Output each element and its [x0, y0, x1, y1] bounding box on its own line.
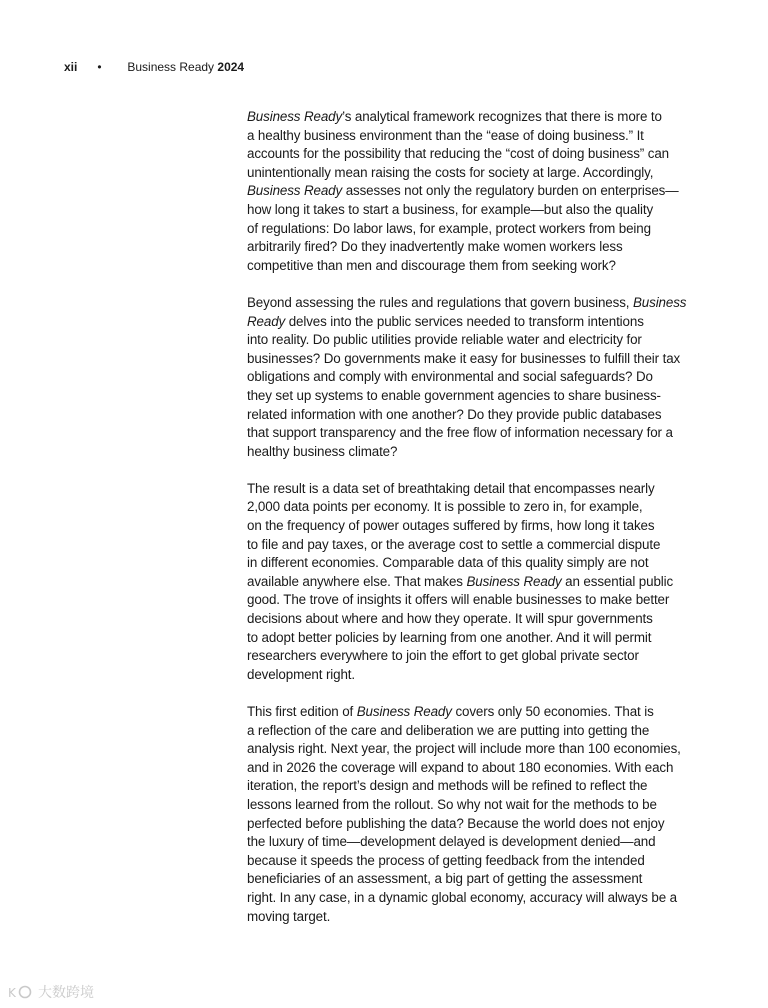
text-line [247, 220, 687, 239]
text-run: ’s analytical framework recognizes that there is more to [342, 109, 662, 124]
text-run: the luxury of time—development delayed is development denied—and [247, 834, 656, 850]
text-line [247, 387, 687, 406]
text-run: moving target. [247, 908, 331, 924]
text-run: 2,000 data points per economy. It is possible to zero in, for example, [247, 499, 643, 515]
text-line [247, 201, 687, 220]
paragraph [247, 703, 687, 926]
text-line [247, 722, 687, 741]
text-line [247, 889, 687, 908]
text-run: right. In any case, in a dynamic global economy, accuracy will always be a [247, 889, 677, 905]
text-line [247, 164, 687, 183]
text-line [247, 815, 687, 834]
text-run: in different economies. Comparable data of this quality simply are not [247, 555, 649, 571]
text-run: and in 2026 the coverage will expand to about 180 economies. With each [247, 759, 674, 775]
svg-text:K: K [8, 986, 16, 1000]
text-line [247, 368, 687, 387]
text-line [247, 443, 687, 462]
text-line [247, 331, 687, 350]
text-line [247, 517, 687, 536]
text-run: The result is a data set of breathtaking detail that encompasses nearly [247, 480, 655, 496]
text-run: on the frequency of power outages suffered by firms, how long it takes [247, 518, 655, 534]
text-run: good. The trove of insights it offers will enable businesses to make better [247, 592, 670, 608]
text-run: iteration, the report’s design and methods will be refined to reflect the [247, 778, 648, 794]
text-line [247, 870, 687, 889]
text-run: lessons learned from the rollout. So why not wait for the methods to be [247, 796, 657, 812]
text-run: how long it takes to start a business, for example—but also the quality [247, 201, 654, 217]
text-run: related information with one another? Do they provide public databases [247, 406, 662, 422]
text-line [247, 182, 687, 201]
text-line [247, 127, 687, 146]
text-run: covers only 50 economies. That is [451, 704, 654, 719]
italic-title-run: Business Ready [356, 704, 452, 719]
text-run: Beyond assessing the rules and regulations that govern business, [247, 294, 633, 310]
text-line [247, 591, 687, 610]
text-line [247, 238, 687, 257]
italic-title-run: Ready [247, 313, 286, 329]
text-line [247, 108, 687, 127]
text-run: arbitrarily fired? Do they inadvertently make women workers less [247, 239, 623, 255]
text-line [247, 777, 687, 796]
text-line [247, 313, 687, 332]
book-year: 2024 [217, 60, 245, 74]
text-run: obligations and comply with environmental and social safeguards? Do [247, 369, 653, 385]
paragraph [247, 480, 687, 685]
watermark-text: 大数跨境 [38, 984, 94, 1000]
text-line [247, 852, 687, 871]
watermark [8, 984, 94, 1000]
text-line [247, 145, 687, 164]
text-run: into reality. Do public utilities provide reliable water and electricity for [247, 332, 642, 348]
text-line [247, 480, 687, 499]
text-run: delves into the public services needed to transform intentions [285, 313, 644, 329]
text-line [247, 666, 687, 685]
header-bullet: • [97, 60, 102, 74]
page-number: xii [64, 60, 78, 74]
text-run: of regulations: Do labor laws, for example, protect workers from being [247, 220, 651, 236]
text-run: competitive than men and discourage them from seeking work? [247, 257, 616, 273]
paragraph [247, 294, 687, 461]
text-line [247, 610, 687, 629]
text-run: to file and pay taxes, or the average cost to settle a commercial dispute [247, 536, 661, 552]
text-run: researchers everywhere to join the effort to get global private sector [247, 648, 639, 664]
italic-title-run: Business Ready [247, 183, 343, 199]
text-line [247, 759, 687, 778]
text-run: that support transparency and the free flow of information necessary for a [247, 425, 673, 441]
text-run: healthy business climate? [247, 443, 398, 459]
text-line [247, 908, 687, 927]
book-title: Business Ready [127, 60, 215, 74]
text-run: an essential public [561, 573, 674, 589]
italic-title-run: Business Ready [466, 573, 562, 589]
text-run: unintentionally mean raising the costs for society at large. Accordingly, [247, 164, 654, 180]
text-line [247, 833, 687, 852]
text-line [247, 740, 687, 759]
text-line [247, 573, 687, 592]
text-line [247, 536, 687, 555]
text-line [247, 406, 687, 425]
text-run: perfected before publishing the data? Because the world does not enjoy [247, 815, 665, 831]
text-line [247, 629, 687, 648]
text-line [247, 554, 687, 573]
text-run: to adopt better policies by learning from one another. And it will permit [247, 629, 652, 645]
text-run: available anywhere else. That makes [247, 573, 467, 589]
text-run: decisions about where and how they operate. It will spur governments [247, 611, 653, 627]
text-line [247, 796, 687, 815]
running-header [64, 59, 244, 75]
text-line [247, 498, 687, 517]
italic-title-run: Business [632, 294, 687, 310]
text-run: a reflection of the care and deliberation we are putting into getting the [247, 722, 650, 738]
text-line [247, 350, 687, 369]
paragraph [247, 108, 687, 275]
text-line [247, 647, 687, 666]
text-run: a healthy business environment than the “ease of doing business.” It [247, 127, 644, 143]
text-line [247, 424, 687, 443]
text-run: businesses? Do governments make it easy for businesses to fulfill their tax [247, 350, 681, 366]
text-line [247, 294, 687, 313]
text-run: assesses not only the regulatory burden on enterprises— [342, 183, 679, 199]
text-line [247, 257, 687, 276]
text-run: This first edition of [247, 704, 357, 719]
body-text [247, 108, 687, 945]
text-run: accounts for the possibility that reducing the “cost of doing business” can [247, 146, 669, 162]
text-run: they set up systems to enable government agencies to share business- [247, 387, 661, 403]
text-run: development right. [247, 666, 356, 682]
text-run: beneficiaries of an assessment, a big part of getting the assessment [247, 871, 643, 887]
text-line [247, 703, 687, 722]
text-run: because it speeds the process of getting feedback from the intended [247, 852, 645, 868]
text-run: analysis right. Next year, the project will include more than 100 economies, [247, 741, 681, 757]
italic-title-run: Business Ready [247, 109, 343, 124]
watermark-logo-icon [8, 984, 34, 1000]
